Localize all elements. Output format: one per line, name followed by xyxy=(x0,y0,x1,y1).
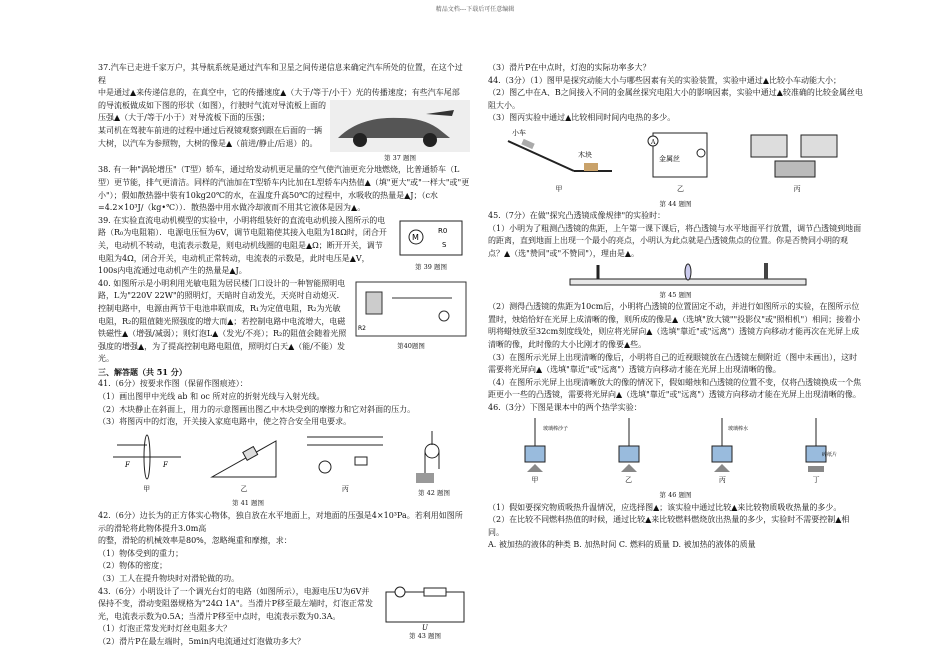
q44-line: （2）图乙中在A、B之间接入不同的金属丝探究电阻大小的影响因素，实验中通过▲较准确的比较金属丝电阻大小。 xyxy=(488,88,863,110)
q46-caption: 第 46 题图 xyxy=(659,491,692,500)
question-37 xyxy=(98,62,470,164)
question-39 xyxy=(98,215,470,278)
q44-line: 44.（3分）（1）图甲是探究动能大小与哪些因素有关的实验装置，实验中通过▲比较小车动能大小； xyxy=(488,75,842,85)
q46-label-jia: 甲 xyxy=(531,476,539,485)
svg-text:F: F xyxy=(162,460,168,469)
electric-heat-figure xyxy=(747,127,847,183)
cart-ramp-figure xyxy=(504,127,614,183)
svg-text:R2: R2 xyxy=(358,324,366,332)
household-circuit-diagram xyxy=(305,431,385,483)
q43-line: 43.（6分）小明设计了一个调光台灯的电路（如图所示），电源电压U为6V并保持不变，滑动变阻器规格为"24Ω 1A"。当滑片P移至最左端时，灯泡正常发光，电流表示数为0.5A；当滑片P移至中点时，电流表示数为0.3A。 xyxy=(98,586,373,621)
q43-part3: （3）滑片P在中点时，灯泡的实际功率多大？ xyxy=(488,63,651,72)
heat-water-figure xyxy=(601,416,657,474)
wire-resistance-figure xyxy=(645,127,715,183)
q46-label-yi: 乙 xyxy=(625,476,633,485)
q46-label-ding: 丁 xyxy=(812,476,820,485)
q43-line: （2）滑片P在最左端时，5min内电流通过灯泡做功多大？ xyxy=(98,636,305,646)
q37-line: 37.汽车已走进千家万户，其导航系统是通过汽车和卫星之间传递信息来确定汽车所处的位置，在这个过程 xyxy=(98,63,463,85)
q40-figure xyxy=(352,278,470,366)
q42-caption: 第 42 题图 xyxy=(418,488,450,497)
q41-line: 41.（6分）按要求作图（保留作图痕迹）： xyxy=(98,379,248,389)
q45-line: （2）测得凸透镜的焦距为10cm后，小明将凸透镜的位置固定不动，并进行如图所示的实验，在图所示位置时，烛焰恰好在光屏上成清晰的像，则所成的像是▲（选填"放大镜""投影仪"或"照相机"）相同；接着小明将蜡烛放至32cm刻度线处，则应将光屏向▲（选填"靠近"或"远离"）透镜方向移动才能再次在光屏上成清晰的像，此时像的大小比刚才的像要▲些。 xyxy=(488,302,861,349)
q46-line: （1）假如要探究物质吸热升温情况，应选择图▲；该实验中通过比较▲来比较物质吸收热量的多少。 xyxy=(488,502,842,512)
q41-caption: 第 41 题图 xyxy=(232,499,264,508)
q42-line: （2）物体的密度； xyxy=(98,561,168,571)
question-40 xyxy=(98,278,470,366)
q45-line: 45.（7分）在做"探究凸透镜成像规律"的实验时： xyxy=(488,211,666,221)
q43-line: （1）灯泡正常发光时灯丝电阻多大？ xyxy=(98,624,232,634)
optical-bench-figure xyxy=(568,261,808,289)
q39-figure xyxy=(392,215,470,278)
svg-text:R0: R0 xyxy=(438,226,448,235)
smart-lighting-circuit xyxy=(352,278,470,340)
q37-line: 的导流板做成如下图的形状（如图），行驶时气流对导流板上面的压强▲（大于/等于/小于）对导流板下面的压强； xyxy=(98,100,326,123)
q46-text: 碎纸片 xyxy=(822,452,838,459)
q41-line: （2）木块静止在斜面上，用力的示意图画出图乙中木块受到的摩擦力和它对斜面的压力。 xyxy=(98,404,416,414)
q46-label-bing: 丙 xyxy=(718,476,726,485)
section-three-heading: 三、解答题（共 51 分） xyxy=(98,366,187,377)
svg-text:U: U xyxy=(422,623,428,632)
q41-figures xyxy=(98,431,398,496)
dimmer-circuit-diagram xyxy=(380,586,470,630)
q46-figures xyxy=(488,416,863,487)
svg-text:S: S xyxy=(442,240,447,249)
pulley-figure xyxy=(398,429,466,487)
paper-fuel-figure xyxy=(788,416,844,474)
q44-label-jia: 甲 xyxy=(555,184,563,193)
heat-sand-figure xyxy=(507,416,568,474)
q39-text: 39. 在实验直流电动机模型的实验中，小明将组装好的直流电动机接入图所示的电路（R₀为电阻箱）．电源电压恒为6V，调节电阻箱使其接入电阻为18Ω时，闭合开关，电动机不转动，电流表示数是，则电动机线圈的电阻是▲Ω；断开开关，调节电阻为4Ω，闭合开关，电动机正常转动，电流表的示数是，此时电压是▲V，100s内电流通过电动机产生的热量是▲J。 xyxy=(98,215,387,276)
car-spoiler-figure xyxy=(330,100,470,152)
q45-line: （4）在图所示光屏上出现清晰放大的像的情况下，假如蜡烛和凸透镜的位置不变，仅将凸透镜换成一个焦距更小一些的凸透镜，需要将光屏向▲（选填"靠近"或"远离"）透镜方向移动才能在光屏上出现清晰的像。 xyxy=(488,377,862,400)
q46-line: A. 被加热的液体的种类 B. 加热时间 C. 燃料的质量 D. 被加热的液体的质量 xyxy=(488,540,756,550)
q43-figure xyxy=(380,586,470,649)
svg-text:M: M xyxy=(412,232,419,242)
q37-caption: 第 37 题图 xyxy=(384,153,416,162)
q44-figures xyxy=(488,127,863,196)
question-45-part1 xyxy=(488,223,863,261)
question-43 xyxy=(98,586,470,649)
q45-line: （1）小明为了粗测凸透镜的焦距，上午第一课下课后，将凸透镜与水平地面平行放置，调节凸透镜到地面的距离，直到地面上出现一个最小的亮点，小明认为此点就是凸透镜焦点的位置。你是否赞同小明的观点？▲（选"赞同"或"不赞同"），理由是▲。 xyxy=(488,223,862,258)
q40-caption: 第40题图 xyxy=(397,341,425,350)
q44-caption: 第 44 题图 xyxy=(659,199,692,208)
q46-text: 玻璃棒水 xyxy=(728,426,749,433)
q41-line: （1）画出图甲中光线 ab 和 oc 所对应的折射光线与入射光线。 xyxy=(98,392,325,402)
q42-line: 的整，滑轮的机械效率是80%，忽略绳重和摩擦，求： xyxy=(98,536,292,546)
q45-figure xyxy=(488,261,863,302)
right-column xyxy=(488,62,863,552)
q46-text: 玻璃棒沙子 xyxy=(542,426,568,433)
q45-line: （3）在图所示光屏上出现清晰的像后，小明将自己的近视眼镜放在凸透镜左侧附近（图中未画出），这时需要将光屏向▲（选填"靠近"或"远离"）透镜方向移动才能在光屏上出现清晰的像。 xyxy=(488,352,858,375)
q44-label-bing: 丙 xyxy=(793,184,801,193)
q41-line: （3）将图丙中的灯泡，开关接入家庭电路中，使之符合安全用电要求。 xyxy=(98,417,352,427)
q46-line: （2）在比较不同燃料热值的时候，通过比较▲来比较燃料燃烧放出热量的多少，实验时不需要控制▲相同。 xyxy=(488,515,850,537)
q41-q42-figures xyxy=(98,429,470,510)
q44-line: （3）图丙实验中通过▲比较相同时间内电热的多少。 xyxy=(488,113,676,123)
q44-text: 小车 xyxy=(511,128,526,137)
q43-caption: 第 43 题图 xyxy=(409,631,441,640)
page-header: 精品文档---下载后可任意编辑 xyxy=(435,6,515,13)
q41-label-bing: 丙 xyxy=(341,484,349,493)
q41-label-yi: 乙 xyxy=(240,484,248,493)
q40-text: 40. 如图所示是小明利用光敏电阻为居民楼门口设计的一种智能照明电路，L为"220V 22W"的照明灯，天暗时自动发光，天亮时自动熄灭．控制电路中，电源由两节干电池串联而成，R₁为定值电阻，R₂为光敏电阻，R₂的阻值随光照强度的增大而▲；若控制电路中电流增大，电磁铁磁性▲（增强/减弱）；则灯泡L▲（发光/不亮）；R₂的阻值会随着光照强度的增强▲，为了提高控制电路电阻值，照明灯白天▲（能/不能）发光。 xyxy=(98,278,347,364)
q46-line: 46.（3分）下图是课本中的两个热学实验： xyxy=(488,402,642,412)
motor-circuit-diagram xyxy=(392,215,470,261)
svg-text:A: A xyxy=(651,138,656,146)
q42-figure xyxy=(398,429,470,510)
q44-text: 金属丝 xyxy=(659,154,681,163)
svg-text:F: F xyxy=(124,460,130,469)
q37-line: 中是通过▲来传递信息的，在真空中，它的传播速度▲（大于/等于/小于）光的传播速度；有些汽车尾部 xyxy=(98,88,460,98)
q45-caption: 第 45 题图 xyxy=(659,290,692,299)
lens-ray-diagram xyxy=(111,431,183,483)
q44-label-yi: 乙 xyxy=(676,184,684,193)
question-38: 38. 有一种"涡轮增压"（T型）轿车，通过给发动机更足量的空气使汽油更充分地燃烧，比普通轿车（L型）更节能，排气更清洁。同样的汽油加在T型轿车内比加在L型轿车内热值▲（填"更大"或"一样大"或"更小"）；假如散热器中装有10kg20℃的水，在温度升高50℃的过程中，水吸收的热量是▲J；（c水=4.2×10³J/（kg•℃））．散热器中用水做冷却液而不用其它液体是因为▲。 xyxy=(98,165,470,213)
q44-text: 木块 xyxy=(577,150,592,159)
q41-label-jia: 甲 xyxy=(143,484,151,493)
q42-intro: 42.（6分）边长为的正方体实心物体，独自放在水平地面上，对地面的压强是4×10³Pa。若利用如图所示的滑轮将此物体提升3.0m高 xyxy=(98,511,463,533)
q42-line: （1）物体受到的重力； xyxy=(98,548,184,558)
incline-block-diagram xyxy=(208,431,280,483)
q42-line: （3）工人在提升物块时对滑轮做的功。 xyxy=(98,574,240,583)
q37-figure xyxy=(330,100,470,165)
q37-line: 某司机在驾驶车前进的过程中通过后视镜观察到跟在后面的一辆大树，以汽车为参照物，大树的像是▲（前进/静止/后退）的。 xyxy=(98,125,322,148)
q39-caption: 第 39 题图 xyxy=(415,262,447,271)
left-column xyxy=(98,62,470,649)
fuel-figure xyxy=(694,416,750,474)
